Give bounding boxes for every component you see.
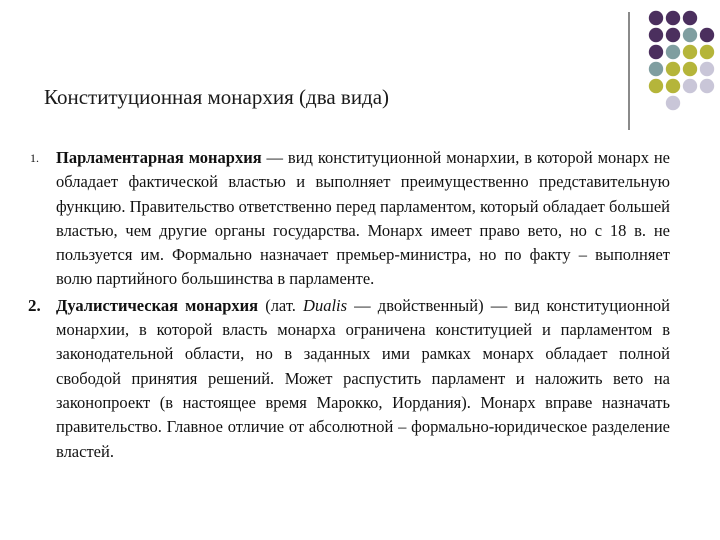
decorative-dot bbox=[700, 28, 714, 42]
definition-text-intro: (лат. bbox=[258, 295, 304, 315]
decorative-dot bbox=[700, 62, 714, 76]
list-item-dualistic bbox=[0, 294, 670, 464]
decorative-dot bbox=[649, 79, 663, 93]
decorative-dot bbox=[666, 96, 680, 110]
item-number: 2. bbox=[28, 295, 41, 315]
decorative-dot bbox=[683, 62, 697, 76]
decorative-dot bbox=[666, 62, 680, 76]
definition-text: — вид конституционной монархии, в которой монарх не обладает фактической властью и выполняет преимущественно представительную функцию. Правительство ответственно перед парламентом, который обладает большей властью, чем другие органы государства. Монарх имеет право вето, но с 18 в. не пользуется им. Формально назначает премьер-министра, но по факту – выполняет волю партийного большинства в парламенте. bbox=[56, 148, 670, 289]
term-dualistic-monarchy: Дуалистическая монархия bbox=[56, 295, 259, 315]
decorative-dot bbox=[683, 45, 697, 59]
item-number: 1. bbox=[30, 151, 39, 165]
list-item-parliamentary bbox=[0, 146, 670, 292]
decorative-dot bbox=[683, 28, 697, 42]
decorative-dot bbox=[683, 79, 697, 93]
decorative-dot bbox=[666, 79, 680, 93]
decorative-dot bbox=[649, 45, 663, 59]
slide-title: Конституционная монархия (два вида) bbox=[44, 85, 390, 109]
decorative-dot bbox=[666, 11, 680, 25]
decorative-dot bbox=[649, 28, 663, 42]
decorative-dot bbox=[649, 62, 663, 76]
decorative-dot bbox=[666, 28, 680, 42]
dot-grid-graphic bbox=[640, 8, 720, 128]
decorative-dot bbox=[666, 45, 680, 59]
vertical-divider bbox=[628, 12, 630, 130]
latin-term: Dualis bbox=[303, 295, 348, 315]
decorative-dot bbox=[683, 11, 697, 25]
definition-list bbox=[0, 146, 720, 464]
decorative-dot bbox=[649, 11, 663, 25]
decorative-dot-grid bbox=[640, 8, 720, 128]
term-parliamentary-monarchy: Парламентарная монархия bbox=[56, 148, 262, 167]
decorative-dot bbox=[700, 79, 714, 93]
decorative-dot bbox=[700, 45, 714, 59]
definition-text: — двойственный) — вид конституционной монархии, в которой власть монарха ограничена конституцией и парламентом в законодательной области, но в заданных ими рамках монарх обладает полной свободой принятия решений. Может распустить парламент и наложить вето на законопроект (в настоящее время Марокко, Иордания). Монарх вправе назначать правительство. Главное отличие от абсолютной – формально-юридическое разделение властей. bbox=[56, 295, 670, 461]
